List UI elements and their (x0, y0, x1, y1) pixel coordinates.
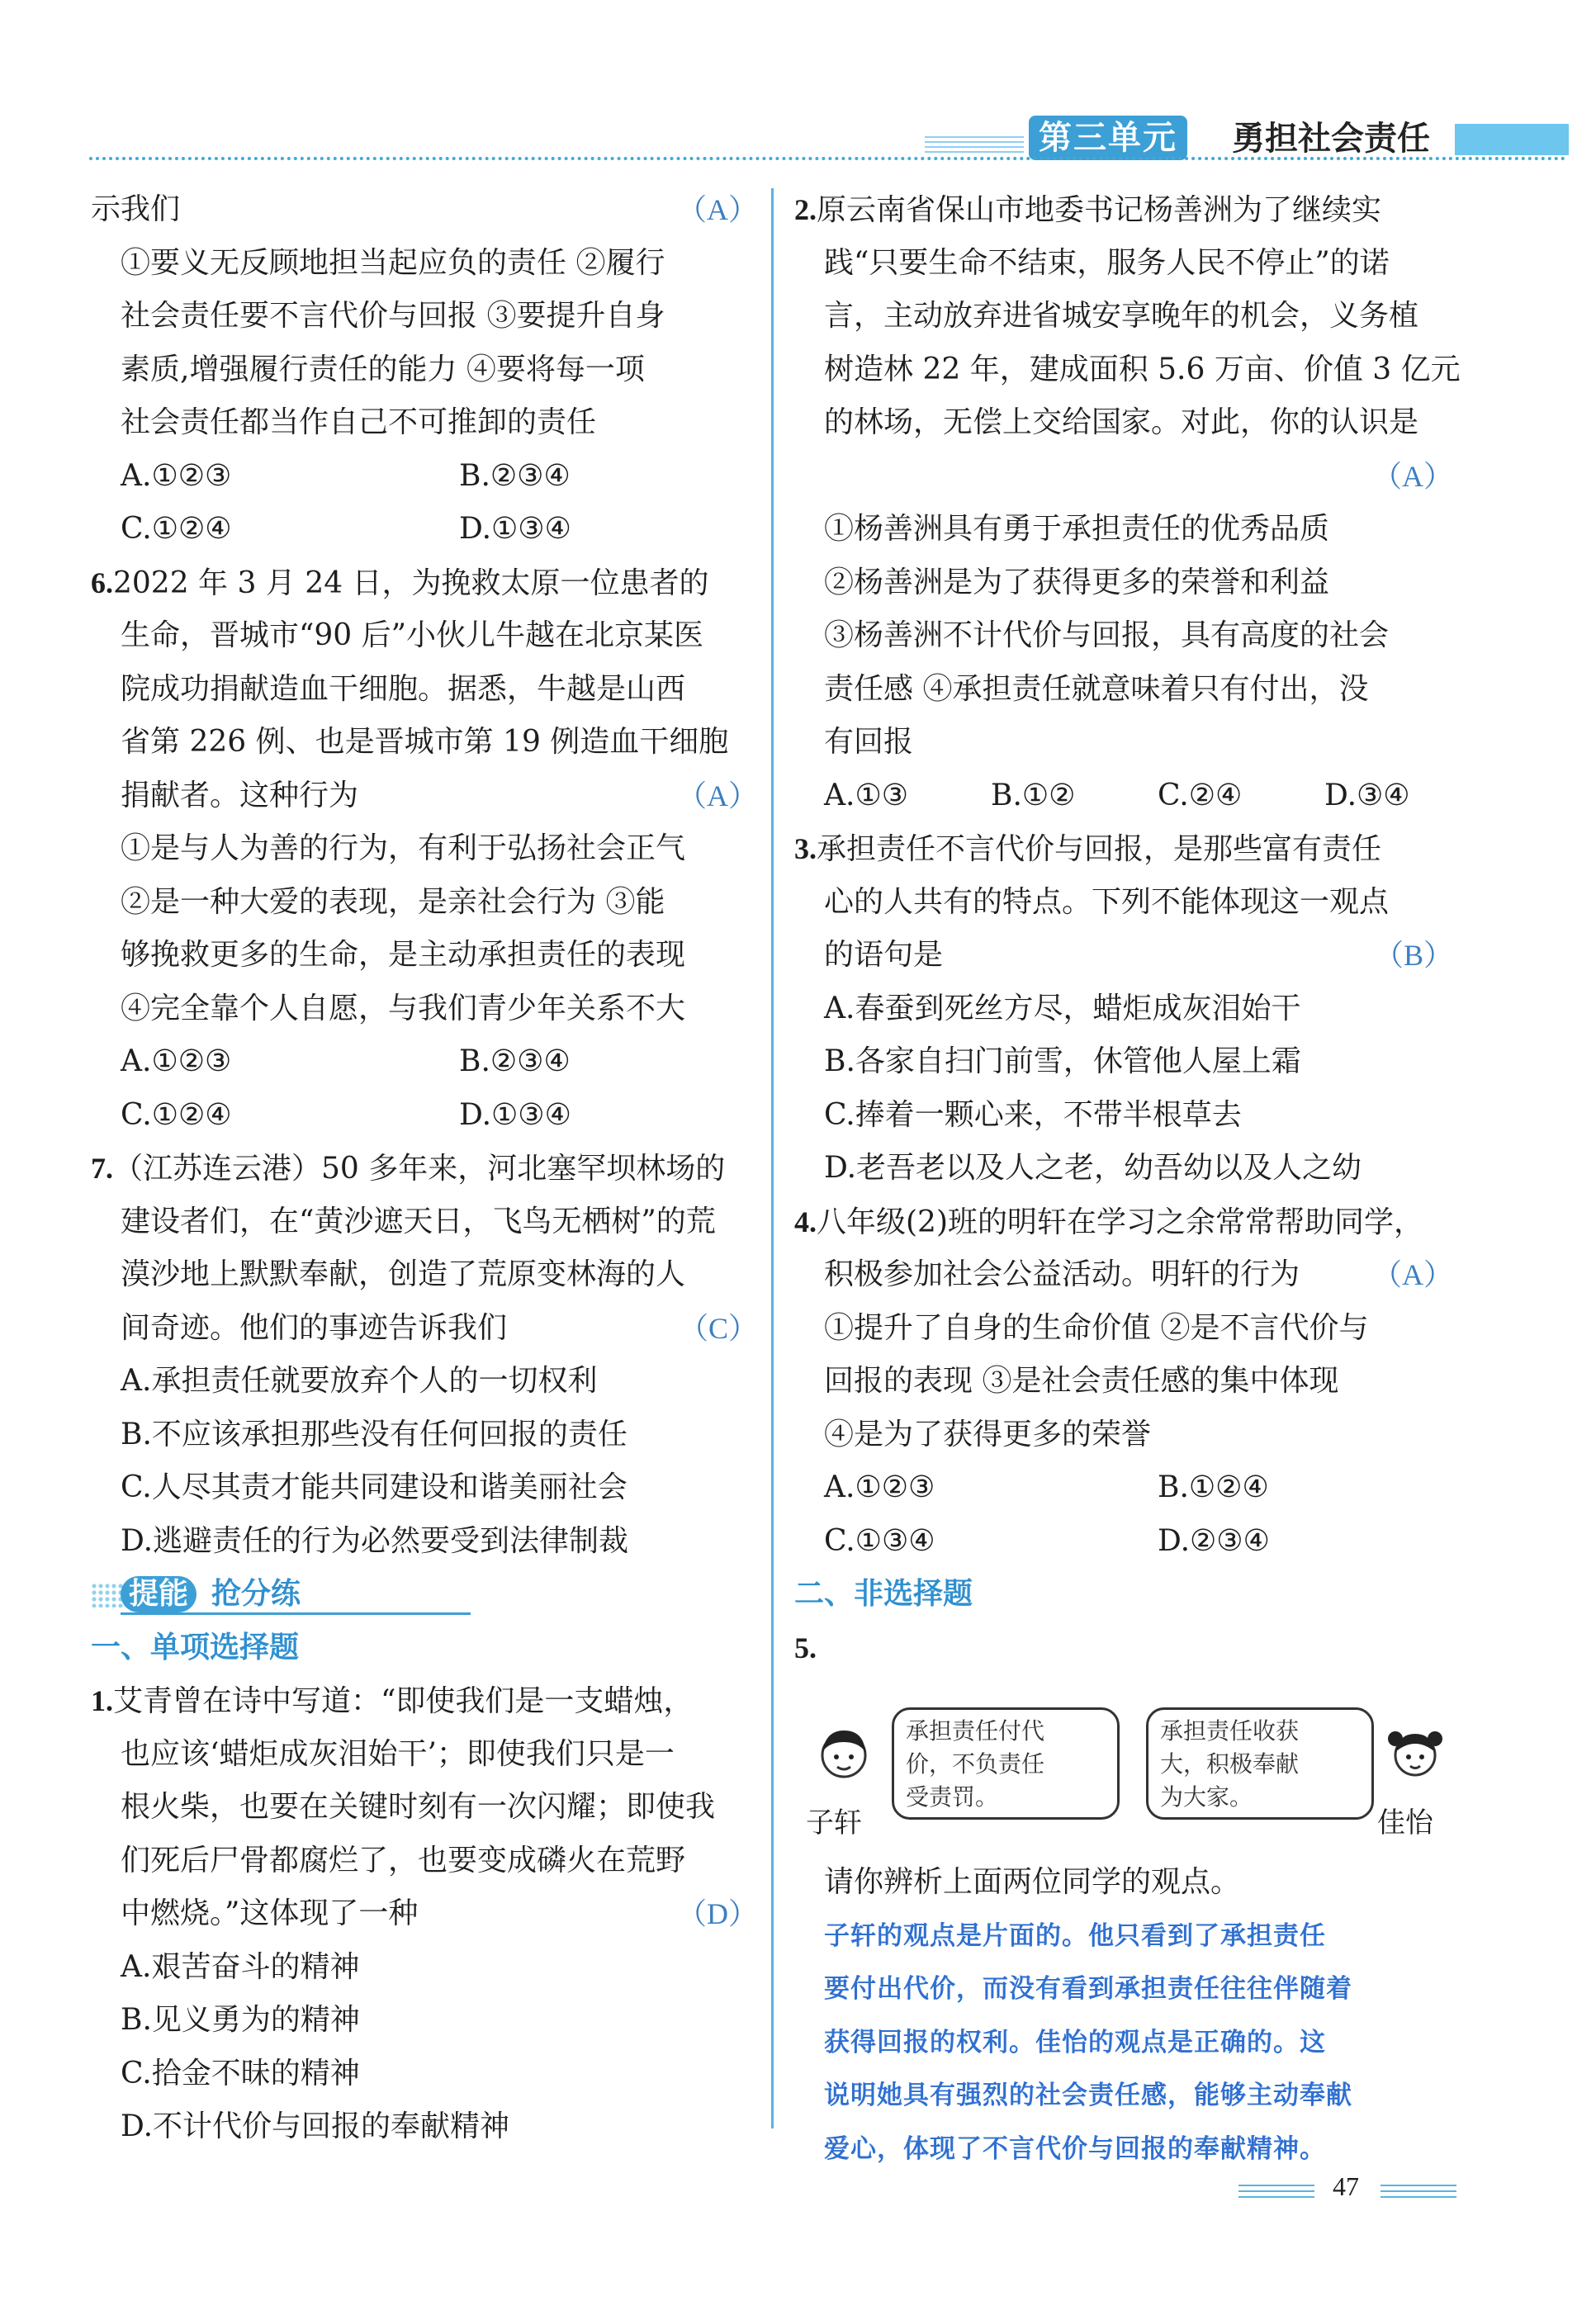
statement-line: ①是与人为善的行为，有利于弘扬社会正气 (121, 831, 686, 865)
option: B.②③④ (459, 1044, 571, 1078)
option: D.①③④ (459, 512, 571, 546)
option: A.①②③ (121, 458, 232, 493)
answer: （A） (677, 193, 758, 226)
question-stem-line: 间奇迹。他们的事迹告诉我们 （C） (91, 1302, 758, 1356)
statement-line: ④完全靠个人自愿，与我们青少年关系不大 (121, 991, 686, 1025)
header-bar (1455, 124, 1569, 155)
answer: （B） (1373, 939, 1453, 972)
answer: （A） (1372, 1258, 1453, 1291)
option: C.①②④ (121, 512, 232, 546)
question-number: 7. (91, 1152, 113, 1185)
question-stem-line: 3.承担责任不言代价与回报，是那些富有责任 (794, 832, 1382, 866)
option: C.①②④ (121, 1097, 232, 1132)
statement-line: 有回报 (824, 725, 914, 759)
question-number: 2. (794, 193, 817, 226)
statement-line: 社会责任要不言代价与回报 ③要提升自身 (121, 299, 665, 333)
options-row (91, 1089, 758, 1143)
badge-text: 抢分练 (211, 1577, 301, 1611)
statement-line: ①要义无反顾地担当起应负的责任 ②履行 (121, 245, 665, 280)
statement-line: ②是一种大爱的表现，是亲社会行为 ③能 (121, 884, 665, 919)
option: B.②③④ (459, 458, 571, 493)
question-stem-line: 4.八年级(2)班的明轩在学习之余常常帮助同学， (794, 1205, 1423, 1239)
girl-illustration-icon (1382, 1719, 1448, 1785)
question-stem-line: 也应该‘蜡炬成灰泪始干’；即使我们只是一 (121, 1736, 675, 1771)
speech-bubble: 承担责任收获 大，积极奉献 为大家。 (1146, 1707, 1374, 1820)
option: C.①③④ (824, 1523, 935, 1558)
boy-illustration-icon (811, 1719, 877, 1785)
option: B.不应该承担那些没有任何回报的责任 (121, 1417, 628, 1451)
option: D.①③④ (459, 1097, 571, 1132)
option: D.不计代价与回报的奉献精神 (121, 2109, 510, 2143)
options-row (794, 769, 1453, 823)
statement-line: ①提升了自身的生命价值 ②是不言代价与 (824, 1310, 1369, 1345)
answer: （D） (677, 1897, 758, 1930)
footer-decoration (1238, 2185, 1314, 2198)
question-stem-line: 建设者们，在“黄沙遮天日，飞鸟无栖树”的荒 (121, 1204, 716, 1238)
header-dotted-rule (89, 157, 1566, 160)
question-prompt: 请你辨析上面两位同学的观点。 (824, 1865, 1241, 1899)
statement-line: ③杨善洲不计代价与回报，具有高度的社会 (824, 618, 1390, 652)
option: C.拾金不昧的精神 (121, 2056, 360, 2090)
question-stem-line: 言，主动放弃进省城安享晚年的机会，义务植 (824, 299, 1419, 333)
question-stem-line: 漠沙地上默默奉献，创造了荒原变林海的人 (121, 1257, 686, 1291)
statement-line: ①杨善洲具有勇于承担责任的优秀品质 (824, 512, 1330, 546)
unit-title: 勇担社会责任 (1232, 120, 1430, 158)
question-stem-line: 们死后尸骨都腐烂了，也要变成磷火在荒野 (121, 1843, 686, 1877)
question-stem-line: 生命，晋城市“90 后”小伙儿牛越在北京某医 (121, 618, 704, 652)
section-badge (91, 1568, 758, 1622)
option: A.春蚕到死丝方尽，蜡炬成灰泪始干 (824, 991, 1301, 1025)
page-header (0, 0, 1596, 173)
cartoon (794, 1691, 1453, 1856)
question-stem-line: 省第 226 例、也是晋城市第 19 例造血干细胞 (121, 725, 729, 759)
statement-line: 素质,增强履行责任的能力 ④要将每一项 (121, 352, 645, 386)
question-number: 5. (794, 1631, 817, 1664)
section-heading: 二、非选择题 (794, 1577, 973, 1611)
question-number: 4. (794, 1205, 817, 1238)
question-stem-line: 7.（江苏连云港）50 多年来，河北塞罕坝林场的 (91, 1152, 726, 1186)
question-stem-line: 院成功捐献造血干细胞。据悉，牛越是山西 (121, 671, 686, 706)
speaker-name: 佳怡 (1377, 1806, 1433, 1839)
header-decoration (925, 136, 1024, 154)
statement-line: 社会责任都当作自己不可推卸的责任 (121, 405, 597, 439)
option: C.捧着一颗心来，不带半根草去 (824, 1097, 1242, 1132)
answer: （A） (677, 779, 758, 812)
question-stem-line: 心的人共有的特点。下列不能体现这一观点 (824, 884, 1390, 919)
option: B.①② (991, 778, 1076, 812)
left-column (91, 183, 758, 2154)
speaker-name: 子轩 (806, 1806, 862, 1839)
statement-line: 回报的表现 ③是社会责任感的集中体现 (824, 1364, 1339, 1398)
question-stem-line: 践“只要生命不结束，服务人民不停止”的诺 (824, 245, 1390, 280)
option: D.②③④ (1158, 1523, 1270, 1558)
question-stem-line: 示我们 （A） (91, 183, 758, 237)
question-number: 1. (91, 1684, 113, 1717)
footer-decoration (1381, 2185, 1456, 2198)
option: C.人尽其责才能共同建设和谐美丽社会 (121, 1470, 628, 1504)
options-row (91, 450, 758, 504)
handwritten-answer-line: 子轩的观点是片面的。他只看到了承担责任 (824, 1920, 1326, 1951)
answer: （A） (1372, 459, 1453, 493)
answer: （C） (678, 1311, 758, 1345)
unit-badge: 第三单元 (1029, 116, 1187, 160)
question-stem-line: 树造林 22 年，建成面积 5.6 万亩、价值 3 亿元 (824, 352, 1461, 386)
option: D.老吾老以及人之老，幼吾幼以及人之幼 (824, 1151, 1362, 1185)
statement-line: ④是为了获得更多的荣誉 (824, 1417, 1152, 1451)
option: C.②④ (1158, 778, 1243, 812)
option: B.各家自扫门前雪，休管他人屋上霜 (824, 1044, 1301, 1078)
statement-line: 责任感 ④承担责任就意味着只有付出，没 (824, 671, 1369, 706)
option: B.①②④ (1158, 1470, 1269, 1504)
question-number: 6. (91, 566, 113, 599)
option: A.①②③ (121, 1044, 232, 1078)
badge-underline (121, 1612, 471, 1615)
section-heading: 一、单项选择题 (91, 1630, 300, 1664)
options-row (91, 503, 758, 556)
badge-pill: 提能 (121, 1576, 197, 1612)
options-row (794, 1515, 1453, 1569)
statement-line: ②杨善洲是为了获得更多的荣誉和利益 (824, 565, 1330, 599)
question-stem-line: 的语句是 （B） (794, 929, 1453, 982)
question-stem-line: 6.2022 年 3 月 24 日，为挽救太原一位患者的 (91, 566, 709, 600)
statement-line: 够挽救更多的生命，是主动承担责任的表现 (121, 938, 686, 972)
question-stem-line (794, 1622, 1453, 1675)
option: A.①②③ (824, 1470, 935, 1504)
options-row (794, 1461, 1453, 1515)
question-stem-line: 中燃烧。”这体现了一种 （D） (91, 1887, 758, 1941)
handwritten-answer-line: 获得回报的权利。佳怡的观点是正确的。这 (824, 2027, 1326, 2057)
handwritten-answer-line: 爱心，体现了不言代价与回报的奉献精神。 (824, 2133, 1326, 2164)
option: D.③④ (1324, 778, 1410, 812)
question-stem-line: 2.原云南省保山市地委书记杨善洲为了继续实 (794, 193, 1382, 227)
answer-line (794, 450, 1453, 504)
right-column (794, 183, 1461, 2176)
question-stem-line: 的林场，无偿上交给国家。对此，你的认识是 (824, 405, 1419, 439)
handwritten-answer-line: 说明她具有强烈的社会责任感，能够主动奉献 (824, 2081, 1352, 2110)
option: D.逃避责任的行为必然要受到法律制裁 (121, 1523, 629, 1558)
column-divider (771, 188, 774, 2128)
page-number: 47 (1333, 2171, 1359, 2201)
handwritten-answer-line: 要付出代价，而没有看到承担责任往往伴随着 (824, 1974, 1352, 2004)
options-row (91, 1035, 758, 1089)
question-stem-line: 1.艾青曾在诗中写道：“即使我们是一支蜡烛， (91, 1684, 694, 1718)
question-stem-line: 积极参加社会公益活动。明轩的行为 （A） (794, 1248, 1453, 1302)
question-stem-line: 根火柴，也要在关键时刻有一次闪耀；即使我 (121, 1790, 716, 1824)
question-stem-line: 捐献者。这种行为 （A） (91, 769, 758, 823)
option: B.见义勇为的精神 (121, 2003, 360, 2037)
option: A.承担责任就要放弃个人的一切权利 (121, 1364, 598, 1398)
option: A.①③ (824, 778, 908, 812)
option: A.艰苦奋斗的精神 (121, 1949, 360, 1984)
question-number: 3. (794, 832, 817, 865)
speech-bubble: 承担责任付代 价，不负责任 受责罚。 (892, 1707, 1120, 1820)
